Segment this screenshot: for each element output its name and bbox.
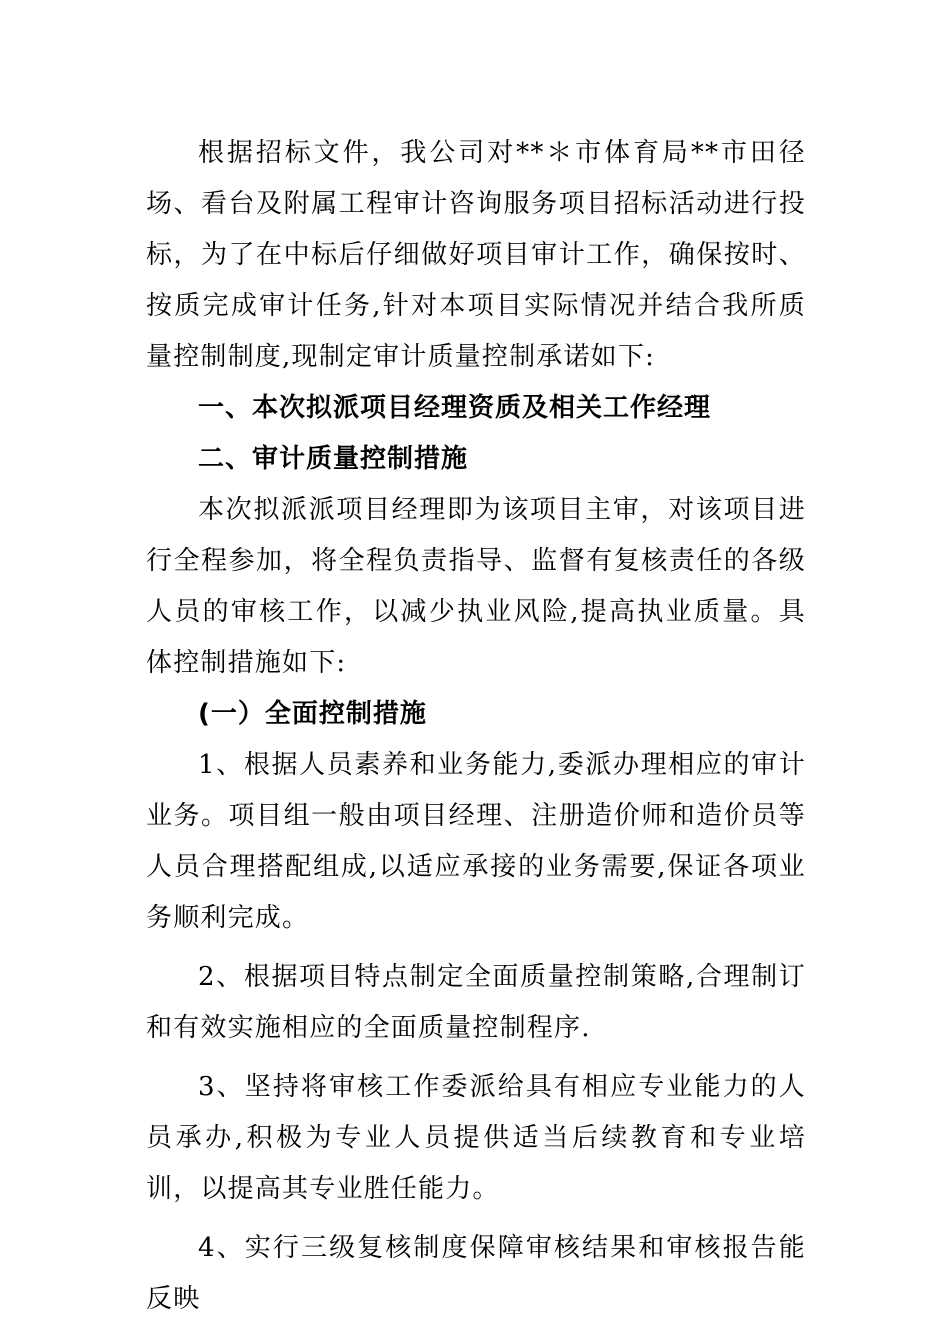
- subsection-heading-1: (一）全面控制措施: [198, 699, 427, 729]
- measure-item-3: 3、坚持将审核工作委派给具有相应专业能力的人员承办,积极为专业人员提供适当后续教育和专业培训，以提高其专业胜任能力。: [146, 1072, 806, 1204]
- measure-item-4: 4、实行三级复核制度保障审核结果和审核报告能反映: [146, 1233, 806, 1314]
- control-overview-paragraph: 本次拟派派项目经理即为该项目主审，对该项目进行全程参加，将全程负责指导、监督有复核责任的各级人员的审核工作，以减少执业风险,提高执业质量。具体控制措施如下:: [146, 495, 806, 678]
- document-body: [146, 128, 806, 1325]
- section-heading-1: 一、本次拟派项目经理资质及相关工作经理: [198, 393, 712, 423]
- intro-paragraph: 根据招标文件，我公司对**＊市体育局**市田径场、看台及附属工程审计咨询服务项目招标活动进行投标，为了在中标后仔细做好项目审计工作，确保按时、按质完成审计任务,针对本项目实际情况并结合我所质量控制制度,现制定审计质量控制承诺如下:: [146, 138, 806, 372]
- section-heading-2: 二、审计质量控制措施: [198, 444, 469, 474]
- measure-item-2: 2、根据项目特点制定全面质量控制策略,合理制订和有效实施相应的全面质量控制程序.: [146, 962, 806, 1043]
- measure-item-1: 1、根据人员素养和业务能力,委派办理相应的审计业务。项目组一般由项目经理、注册造价师和造价员等人员合理搭配组成,以适应承接的业务需要,保证各项业务顺利完成。: [146, 750, 806, 933]
